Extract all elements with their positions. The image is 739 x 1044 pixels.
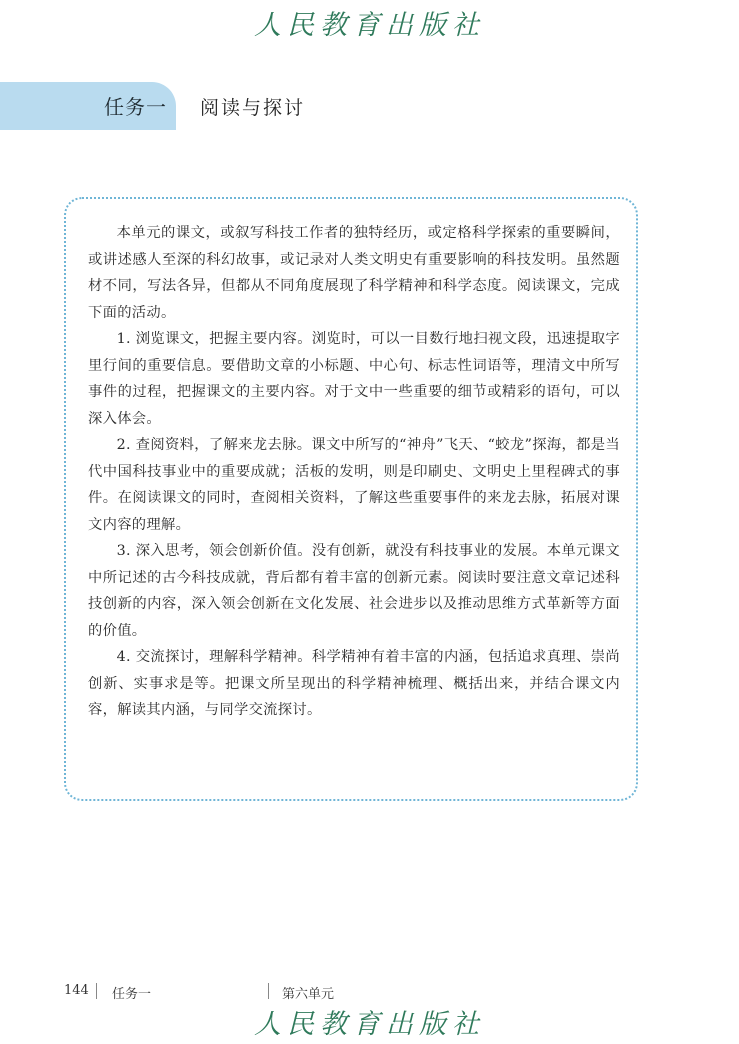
- footer-divider: [268, 983, 269, 999]
- activity-text: [88, 220, 620, 724]
- activity-item-3: 3. 深入思考，领会创新价值。没有创新，就没有科技事业的发展。本单元课文中所记述的古今科技成就，背后都有着丰富的创新元素。阅读时要注意文章记述科技创新的内容，深入领会创新在文化发展、社会进步以及推动思维方式革新等方面的价值。: [88, 543, 620, 639]
- task-title: 阅读与探讨: [200, 97, 306, 119]
- activity-item-4: 4. 交流探讨，理解科学精神。科学精神有着丰富的内涵，包括追求真理、崇尚创新、实事求是等。把课文所呈现出的科学精神梳理、概括出来，并结合课文内容，解读其内涵，与同学交流探讨。: [88, 649, 620, 718]
- activity-item-2: 2. 查阅资料，了解来龙去脉。课文中所写的“神舟”飞天、“蛟龙”探海，都是当代中国科技事业中的重要成就；活板的发明，则是印刷史、文明史上里程碑式的事件。在阅读课文的同时，查阅相关资料，了解这些重要事件的来龙去脉，拓展对课文内容的理解。: [88, 437, 620, 533]
- publisher-logo-bottom: 人民教育出版社: [254, 1009, 485, 1040]
- intro-paragraph: 本单元的课文，或叙写科技工作者的独特经历，或定格科学探索的重要瞬间，或讲述感人至深的科幻故事，或记录对人类文明史有重要影响的科技发明。虽然题材不同，写法各异，但都从不同角度展现了科学精神和科学态度。阅读课文，完成下面的活动。: [88, 225, 620, 321]
- activity-item-1: 1. 浏览课文，把握主要内容。浏览时，可以一目数行地扫视文段，迅速提取字里行间的重要信息。要借助文章的小标题、中心句、标志性词语等，理清文中所写事件的过程，把握课文的主要内容。对于文中一些重要的细节或精彩的语句，可以深入体会。: [88, 331, 620, 427]
- task-label: 任务一: [104, 95, 167, 119]
- footer-divider: [96, 983, 97, 999]
- page-footer: [0, 983, 739, 1003]
- page-number: 144: [64, 983, 89, 998]
- publisher-logo-top: 人民教育出版社: [254, 10, 485, 41]
- footer-task: 任务一: [112, 987, 152, 1002]
- footer-unit: 第六单元: [282, 987, 335, 1002]
